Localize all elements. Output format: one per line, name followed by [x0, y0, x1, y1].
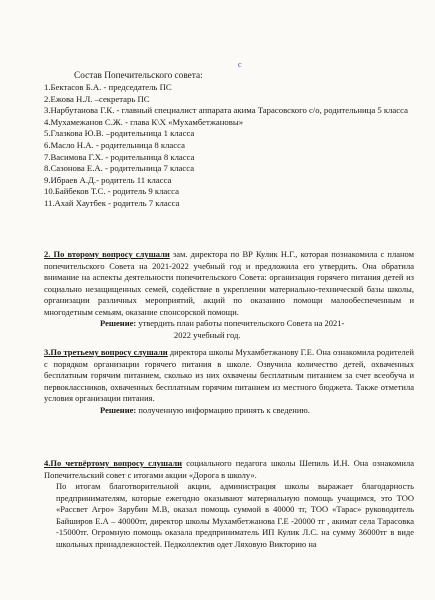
agenda-item-3-body: директора школы Мухамбетжанову Г.Е. Она ознакомила родителей с порядком организации горячего питания в школе. Озвучила количество детей, охваченных бесплатным горячим питанием, сколько из них охвачены бесплатным питанием за счет всеобуча и первоклассников, охваченных бесплатным горячим питанием из местного бюджета. Также отметила условия организации питания. [44, 347, 414, 403]
agenda-item-3 [44, 347, 414, 416]
list-item: 8.Сазонова Е.А. - родительница 7 класса [44, 163, 195, 174]
list-item: 2.Ежова Н.Л. –секретарь ПС [44, 93, 150, 104]
list-item: 6.Масло Н.А. - родительница 8 класса [44, 139, 185, 150]
decision-text-cont: 2022 учебный год. [174, 329, 241, 340]
agenda-item-4-lead: 4.По четвёртому вопросу слушали [44, 458, 183, 468]
list-item: 5.Глазкова Ю.В. –родительница 1 класса [44, 128, 195, 139]
agenda-item-4-paragraph [44, 458, 414, 481]
agenda-item-3-paragraph [44, 347, 414, 405]
list-item: 10.Байбеков Т.С. - родитель 9 класса [44, 186, 179, 197]
agenda-item-2 [44, 249, 414, 341]
agenda-item-3-decision [44, 405, 414, 417]
agenda-item-3-lead: 3.По третьему вопросу слушали [44, 347, 168, 357]
list-item: 11.Ахай Хаутбек - родитель 7 класса [44, 197, 180, 208]
list-item: 3.Нарбутанова Г.К. - главный специалист аппарата акима Тарасовского с/о, родительница 5 класса [44, 105, 408, 116]
council-members-title: Состав Попечительского совета: [74, 71, 203, 81]
list-item: 4.Мухамежанов С.Ж. - глава К\Х «Мухамбетжановы» [44, 116, 244, 127]
handwritten-mark: с [238, 60, 242, 69]
agenda-item-2-paragraph [44, 249, 414, 318]
decision-text: утвердить план работы попечительского Совета на 2021- [136, 318, 345, 328]
decision-label: Решение: [100, 404, 137, 415]
decision-text: полученную информацию принять к сведению. [136, 404, 310, 415]
agenda-item-2-lead: 2. По второму вопросу слушали [44, 249, 170, 259]
list-item: 9.Ибраев А.Д.- родитель 11 класса [44, 174, 172, 185]
list-item: 7.Васимова Г.Х. - родительница 8 класса [44, 151, 195, 162]
agenda-item-2-decision [44, 318, 414, 330]
agenda-item-4 [44, 458, 414, 550]
agenda-item-4-body: социального педагога школы Шепиль И.Н. Она ознакомила Попечительский совет с итогами акции «Дорога в школу». [44, 458, 414, 480]
council-members-list [44, 70, 414, 210]
decision-label: Решение: [100, 318, 137, 328]
agenda-item-2-body: зам. директора по ВР Кулик Н.Г., которая познакомила с планом попечительского Совета на 2021-2022 учебный год и предложила его утвердить. Она обратила внимание на аспекты деятельности попечительского Совета: организация горячего питания детей из социально незащищенных семей, содействие в укреплении материально-технической базы школы, организации различных мероприятий, акций по оказанию помощи малообеспеченным и многодетным семьям, оказание спонсорской помощи. [44, 249, 414, 317]
list-item: 1.Бектасов Б.А. - председатель ПС [44, 82, 172, 92]
agenda-item-4-paragraph-2: По итогам благотворительной акции, администрация школы выражает благодарность предпринимателям, которые ежегодно оказывают материальную помощь учащимся, это ТОО «Рассвет Агро» Зарубин М.В, оказал помощь суммой в 40000 тг, ТОО «Тарас» руководитель Байширов Е.А – 40000тг, директор школы Мухамбетжанова Г.Е -20000 тг , акимат села Тарасовка -15000тг. Огромную помощь оказала предприниматель ИП Кулик Л.С. на сумму 36000тг в виде школьных принадлежностей. Педколлектив одет Ляховую Викторию на [56, 481, 414, 549]
